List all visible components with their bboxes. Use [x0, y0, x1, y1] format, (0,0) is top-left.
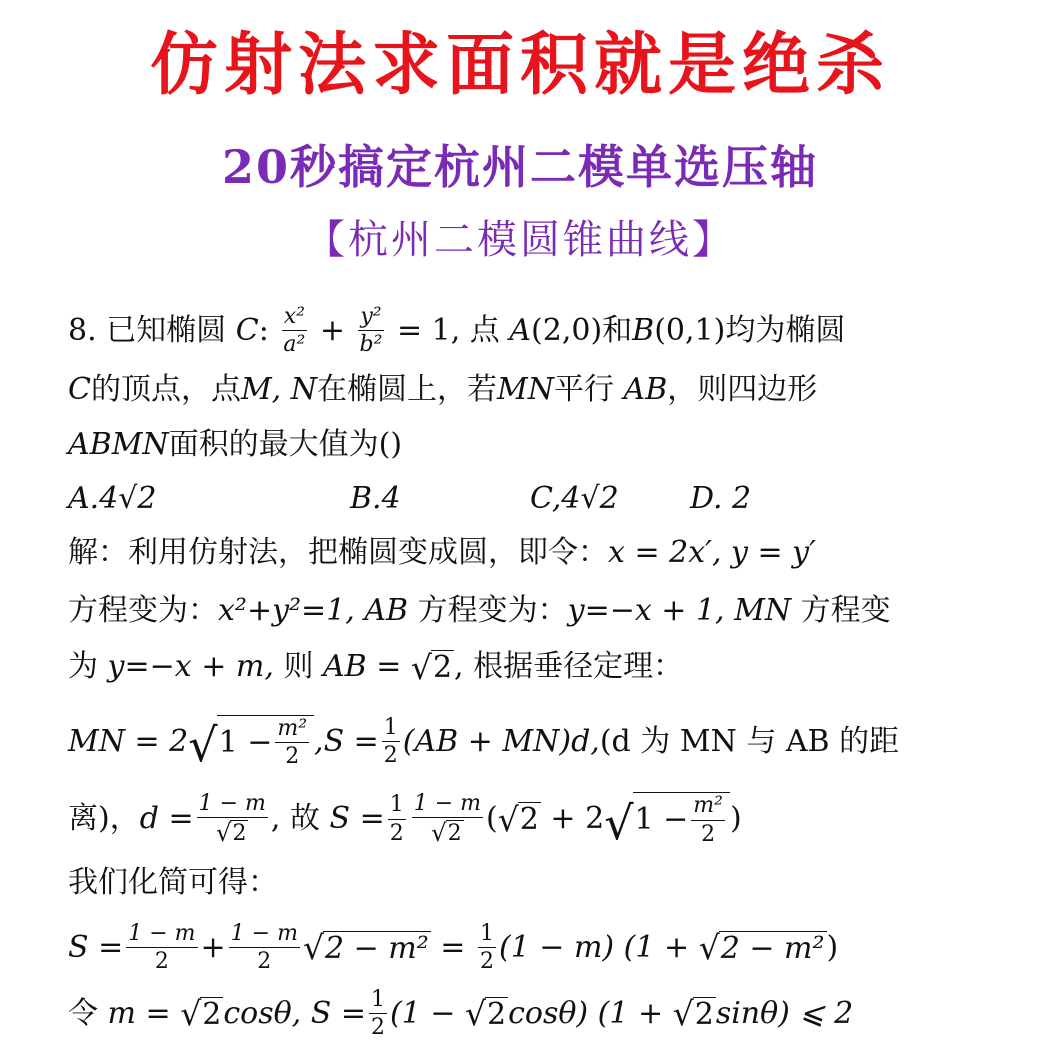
fraction-distance	[412, 792, 483, 846]
paren-close: )	[729, 801, 742, 837]
solution-text: , 根据垂径定理：	[454, 648, 684, 684]
frac-den: 2	[383, 743, 398, 769]
problem-line-2	[68, 372, 1000, 407]
frac-num: 1 − m	[412, 792, 483, 818]
point-a: A	[509, 312, 532, 348]
fraction-x2-a2	[281, 305, 307, 356]
problem-text: ，则四边形	[667, 372, 818, 407]
problem-text: 面积的最大值为()	[168, 427, 403, 462]
frac-num: 1	[382, 716, 400, 742]
solution-text: , 故	[270, 801, 320, 837]
solution-text: (d 为 MN 与 AB 的距	[599, 723, 900, 759]
page-title: 仿射法求面积就是绝杀	[149, 25, 890, 105]
frac-den: 2	[285, 744, 300, 770]
ellipse-name: C	[235, 312, 259, 348]
solution-line-3	[68, 647, 1000, 687]
solution-text: 方程变	[800, 593, 891, 628]
distance-symbol: d =	[139, 801, 194, 837]
solution-text: 则	[283, 648, 314, 684]
frac-num: 1	[369, 988, 387, 1014]
equation-tail: = 1, 点	[396, 312, 500, 348]
equals-sign: =	[440, 929, 466, 965]
area-symbol: S =	[68, 929, 124, 965]
problem-text: 的顶点，点	[90, 372, 241, 407]
radicand: 2	[232, 821, 247, 847]
fraction-half	[369, 988, 387, 1039]
sqrt-2: √ 2	[497, 799, 539, 839]
segment-mn: MN	[497, 372, 554, 407]
cos-expression: cosθ, S =	[223, 995, 366, 1031]
solution-line-4	[68, 715, 1000, 773]
fraction-distance	[197, 792, 268, 846]
paren-open: (	[486, 801, 498, 837]
sqrt-2: √ 2	[672, 994, 714, 1034]
radicand-text: 1 −	[218, 724, 273, 760]
option-c: C,4√2	[530, 481, 619, 516]
ab-length: AB =	[322, 648, 402, 684]
sqrt-2: √ 2	[431, 818, 462, 847]
frac-den: b²	[359, 332, 383, 358]
fraction-1	[126, 922, 197, 973]
mn-length: MN = 2	[68, 723, 189, 759]
sqrt-expression: √ 1 − $\frac{\text{m²}}{2}$	[188, 715, 314, 768]
sqrt-expression: √ 1 − $\frac{\text{m²}}{2}$	[604, 792, 730, 845]
product-expression: (1 − m) (1 +	[498, 929, 690, 965]
problem-text: 平行	[553, 372, 614, 407]
frac-num: 1	[478, 922, 496, 948]
line-equation: y=−x + 1, MN	[567, 593, 792, 628]
sqrt-expression: √ 2 − m²	[302, 928, 429, 968]
solution-text: 离)，	[68, 801, 140, 837]
fraction-y2-b2	[358, 305, 385, 356]
area-symbol: ,S =	[314, 723, 379, 759]
colon: :	[258, 312, 269, 348]
solution-line-5	[68, 791, 1000, 850]
fraction-half	[478, 922, 496, 973]
question-prefix: 8. 已知椭圆	[68, 312, 227, 348]
radicand: 2	[519, 802, 539, 838]
frac-num: x²	[282, 305, 307, 331]
points-mn: M, N	[240, 372, 318, 407]
problem-line-1	[68, 305, 1000, 356]
topic-tag: 【杭州二模圆锥曲线】	[305, 217, 735, 263]
plus-sign: +	[200, 929, 226, 965]
frac-den: a²	[283, 332, 306, 358]
radicand: 2	[694, 996, 714, 1032]
plus-sign: +	[319, 312, 345, 348]
frac-num: 1	[388, 793, 406, 819]
radicand: 2	[432, 650, 453, 685]
page-subtitle: 20秒搞定杭州二模单选压轴	[221, 140, 818, 194]
solution-text: 令	[68, 995, 98, 1031]
frac-num: 1 − m	[126, 922, 197, 948]
frac-num: m²	[691, 794, 725, 820]
area-symbol: S =	[329, 801, 385, 837]
frac-den: 2	[257, 949, 272, 975]
option-d: D. 2	[690, 481, 752, 516]
sin-expression: sinθ) ⩽ 2	[715, 995, 854, 1031]
substitution: m =	[107, 995, 171, 1031]
frac-num: 1 − m	[229, 922, 300, 948]
quadrilateral-name: ABMN	[68, 427, 169, 462]
segment-ab: AB	[623, 372, 668, 407]
solution-text: 方程变为：	[417, 593, 568, 628]
frac-num: y²	[358, 305, 383, 331]
point-b: B	[632, 312, 655, 348]
solution-line-8	[68, 988, 1000, 1039]
sqrt-2: √ 2	[410, 647, 453, 687]
frac-den: 2	[370, 1015, 385, 1041]
area-formula: (AB + MN)d,	[402, 723, 600, 759]
solution-text: 解：利用仿射法，把椭圆变成圆，即令：	[68, 535, 608, 570]
sqrt-2: √ 2	[216, 818, 247, 847]
fraction-2	[229, 922, 300, 973]
line-mn-equation: y=−x + m,	[107, 648, 274, 684]
radicand-text: 1 −	[634, 802, 689, 838]
option-a: A.4√2	[68, 481, 157, 516]
fraction-m2-2	[691, 794, 725, 845]
option-b: B.4	[350, 481, 401, 516]
solution-text: 方程变为：	[68, 593, 218, 628]
solution-line-7	[68, 922, 1000, 973]
frac-den: 2	[701, 821, 716, 847]
frac-den: 2	[389, 820, 404, 846]
problem-line-3	[68, 427, 1000, 462]
fraction-half	[388, 793, 406, 844]
options-line	[68, 481, 1000, 516]
frac-den: 2	[479, 949, 494, 975]
ellipse-name: C	[68, 372, 91, 407]
sqrt-2: √ 2	[464, 994, 507, 1034]
solution-line-2	[68, 593, 1000, 628]
sqrt-expression: √ 2 − m²	[698, 928, 825, 968]
cos-expression: cosθ) (1 +	[508, 995, 664, 1031]
plus-two: + 2	[550, 801, 605, 837]
radicand: 2	[447, 821, 462, 847]
frac-num: 1 − m	[197, 792, 268, 818]
radicand: 2 − m²	[720, 930, 825, 966]
coord-b: (0,1)均为椭圆	[654, 312, 846, 348]
frac-num: m²	[275, 717, 309, 743]
radicand: 2 − m²	[324, 930, 429, 966]
circle-equation: x²+y²=1, AB	[218, 593, 409, 628]
coord-a: (2,0)和	[531, 312, 633, 348]
factor-open: (1 −	[389, 995, 456, 1031]
affine-map: x = 2x′, y = y′	[608, 535, 816, 570]
problem-text: 在椭圆上，若	[317, 372, 498, 407]
radicand: 2	[487, 996, 507, 1032]
solution-text: 为	[68, 648, 98, 684]
solution-line-6	[68, 865, 1000, 900]
frac-den: 2	[154, 949, 169, 975]
sqrt-2: √ 2	[180, 994, 222, 1034]
radicand: 2	[202, 996, 222, 1032]
paren-close: )	[826, 929, 839, 965]
solution-line-1	[68, 535, 1000, 570]
solution-text: 我们化简可得：	[68, 865, 278, 900]
fraction-half	[382, 716, 400, 767]
fraction-m2-2	[275, 717, 309, 768]
